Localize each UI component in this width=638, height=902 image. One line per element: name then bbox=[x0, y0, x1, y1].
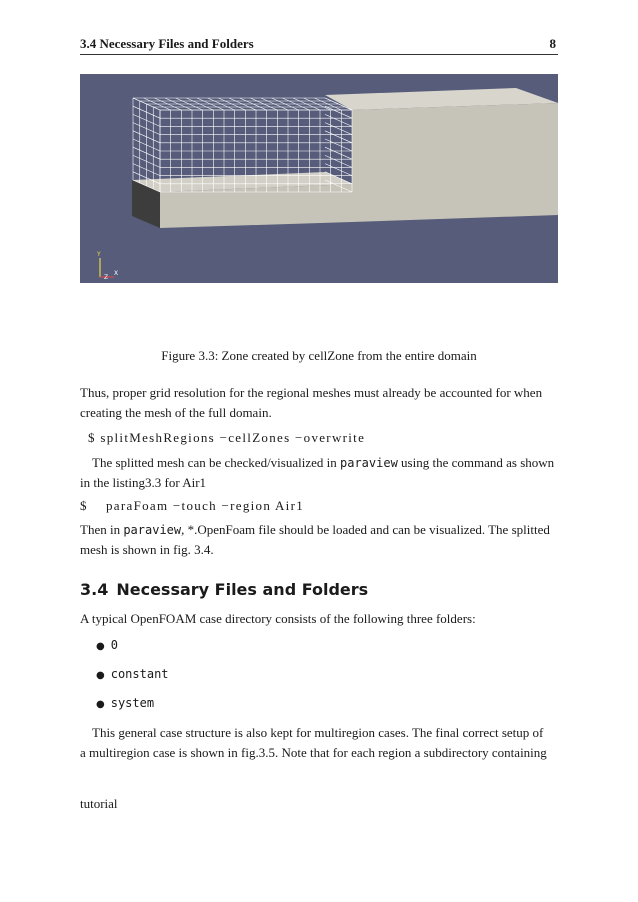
bullet-item bbox=[96, 696, 154, 711]
bullet-dot-icon: ● bbox=[96, 641, 105, 652]
paragraph-5-line-1: This general case structure is also kept for multiregion cases. The final correct setup of bbox=[92, 725, 544, 740]
mesh-figure bbox=[80, 74, 558, 283]
axis-label-y: Y bbox=[97, 251, 101, 258]
paragraph-3 bbox=[80, 520, 560, 560]
paragraph-1 bbox=[80, 383, 560, 423]
section-number: 3.4 bbox=[80, 580, 109, 599]
paragraph-4: A typical OpenFOAM case directory consists of the following three folders: bbox=[80, 611, 476, 626]
paragraph-1-line-1: Thus, proper grid resolution for the regional meshes must already be accounted for when bbox=[80, 385, 543, 400]
header-page-number: 8 bbox=[549, 36, 556, 51]
bullet-label: 0 bbox=[110, 638, 118, 652]
bullet-label: constant bbox=[110, 667, 169, 681]
paragraph-2-code: paraview bbox=[340, 456, 398, 470]
running-header bbox=[80, 36, 558, 55]
axis-label-z: Z bbox=[104, 274, 109, 281]
bullet-dot-icon: ● bbox=[96, 670, 105, 681]
paragraph-2-line-1b: using the command as shown bbox=[397, 455, 555, 470]
bullet-label: system bbox=[110, 696, 155, 710]
figure-caption: Figure 3.3: Zone created by cellZone from the entire domain bbox=[161, 348, 477, 363]
axis-label-x: X bbox=[114, 270, 119, 277]
paragraph-3-line-1b: , *.OpenFoam file should be loaded and can be visualized. The splitted bbox=[181, 522, 550, 537]
paragraph-3-line-2: mesh is shown in fig. 3.4. bbox=[80, 542, 214, 557]
bullet-item bbox=[96, 667, 169, 682]
bullet-item bbox=[96, 638, 118, 653]
paragraph-2-line-1a: The splitted mesh can be checked/visualized in bbox=[92, 455, 340, 470]
page-footer: tutorial bbox=[80, 796, 118, 811]
section-heading bbox=[80, 580, 368, 599]
box-right-front bbox=[352, 103, 558, 222]
paragraph-3-line-1a: Then in bbox=[80, 522, 124, 537]
paragraph-1-line-2: creating the mesh of the full domain. bbox=[80, 405, 272, 420]
header-section-title: 3.4 Necessary Files and Folders bbox=[80, 36, 254, 51]
code-listing-parafoam: $ paraFoam −touch −region Air1 bbox=[80, 498, 304, 513]
paragraph-2 bbox=[80, 453, 560, 493]
paragraph-3-code: paraview bbox=[123, 523, 182, 537]
bullet-dot-icon: ● bbox=[96, 699, 105, 710]
paragraph-2-line-2: in the listing3.3 for Air1 bbox=[80, 475, 207, 490]
paragraph-5 bbox=[80, 723, 560, 763]
section-title: Necessary Files and Folders bbox=[116, 580, 369, 599]
paragraph-5-line-2: a multiregion case is shown in fig.3.5. Note that for each region a subdirectory containing bbox=[80, 745, 547, 760]
code-listing-split: $ splitMeshRegions −cellZones −overwrite bbox=[88, 430, 366, 445]
